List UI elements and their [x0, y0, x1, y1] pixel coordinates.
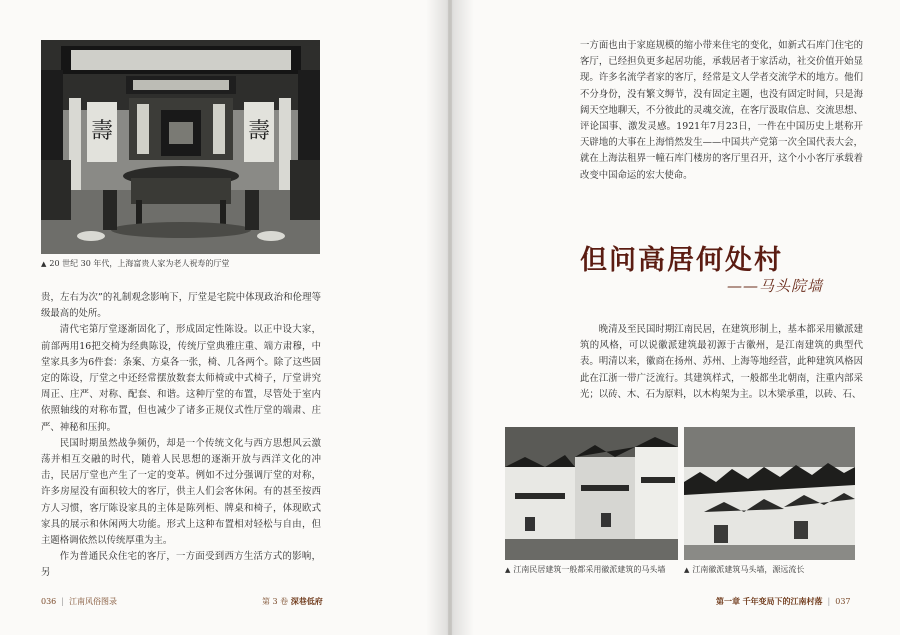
right-section-paragraph: 晚清及至民国时期江南民居，在建筑形制上，基本都采用徽派建筑的风格，可以说徽派建筑最初源于古徽州，是江南建筑的典型代表。明清以来，徽商在扬州、苏州、上海等地经营，此种建筑风格因此在江浙一带广泛流行。其建筑样式，一般都坐北朝南，注重内部采光；以砖、木、石为原料，以木构架为主。以木梁承重，以砖、石、 — [580, 324, 863, 400]
left-paragraph: 贵，左右为次”的礼制观念影响下，厅堂是宅院中体现政治和伦理等级最高的处所。 — [41, 292, 321, 320]
hall-photo — [41, 40, 320, 254]
svg-text:壽: 壽 — [247, 119, 271, 144]
caption-triangle-icon: ▲ — [505, 566, 511, 574]
right-folio — [716, 596, 851, 607]
caption-triangle-icon: ▲ — [684, 566, 690, 574]
left-paragraph: 民国时期虽然战争频仍，却是一个传统文化与西方思想风云激荡并相互交融的时代，随着人民思想的逐渐开放与西洋文化的冲击，民居厅堂也产生了一定的变革。例如不过分强调厅堂的对称，许多房屋没有面积较大的客厅，供主人们会客休闲。有的甚至按西方人习惯，客厅陈设家具的主体是陈列柜、牌桌和椅子，体现欧式家具的展示和休闲两大功能。形式上这种布置相对轻松与自由，但主题格调依然以传统厚重为主。 — [41, 437, 321, 547]
right-paragraph: 一方面也由于家庭规模的缩小带来住宅的变化，如新式石库门住宅的客厅，已经担负更多起居功能，承载居者于家活动，社交价值开始显现。许多名流学者家的客厅，经常是文人学者交流学术的地方。他们不分身份，没有繁文缛节，没有固定主题，也没有固定时间，只是海阔天空地聊天，不分彼此的灵魂交流，在客厅汲取信息、交流思想、评论国事、激发灵感。1921年7月23日，一件在中国历史上堪称开天辟地的大事在上海悄然发生——中国共产党第一次全国代表大会，就在上海法租界一幢石库门楼房的客厅里召开，这个小小客厅承载着改变中国命运的宏大使命。 — [580, 40, 863, 181]
left-page-number: 036 — [41, 597, 57, 606]
left-paragraph: 作为普通民众住宅的客厅，一方面受到西方生活方式的影响，另 — [41, 551, 321, 579]
left-body-text — [41, 290, 321, 582]
horsehead-wall-photo-left — [505, 427, 678, 560]
caption-triangle-icon: ▲ — [41, 260, 47, 268]
svg-text:壽: 壽 — [90, 119, 114, 144]
chapter-label: 第一章 — [716, 596, 740, 606]
folio-separator: | — [61, 597, 64, 606]
left-paragraph: 清代宅第厅堂逐渐固化了，形成固定性陈设。以正中设大家，前部两用16把交椅为经典陈设，传统厅堂典雅庄重、端方肃穆，中堂家具多为6件套：条案、方桌各一张，椅、几各两个。除了这些固定的陈设，厅堂之中还经常摆放数套太师椅或中式椅子，厅堂讲究周正、庄严、对称、配套、和谐。这种厅堂的布置，尽管处于室内依照轴线的对称布置，但也减少了诸多正规仪式性厅堂的端肃、庄严、神秘和压抑。 — [41, 324, 321, 433]
left-folio — [41, 596, 117, 607]
folio-separator: | — [827, 597, 831, 606]
left-folio-volume — [262, 596, 323, 607]
hall-photo-image — [41, 40, 320, 254]
horsehead-wall-photo-right — [684, 427, 855, 560]
left-page — [0, 0, 448, 635]
right-page-number: 037 — [835, 597, 851, 606]
horsehead-caption-right-text: 江南徽派建筑马头墙，源远流长 — [692, 565, 805, 574]
horsehead-wall-image-right — [684, 427, 855, 560]
book-title: 江南风俗图录 — [68, 597, 117, 606]
volume-title: 深巷低府 — [290, 596, 323, 606]
horsehead-caption-left — [505, 564, 665, 576]
horsehead-caption-left-text: 江南民居建筑一般都采用徽派建筑的马头墙 — [513, 565, 666, 574]
volume-label: 第 3 卷 — [262, 597, 289, 606]
right-top-text — [580, 38, 863, 184]
horsehead-caption-right — [684, 564, 804, 576]
hall-photo-caption-text: 20 世纪 30 年代，上海富贵人家为老人祝寿的厅堂 — [49, 259, 230, 268]
horsehead-wall-image-left — [505, 427, 678, 560]
hall-photo-caption — [41, 258, 229, 270]
chapter-title: 千年变局下的江南村落 — [742, 596, 823, 606]
section-subtitle: ——马头院墙 — [727, 277, 824, 295]
right-section-text — [580, 322, 863, 403]
section-title: 但问高居何处村 — [580, 245, 783, 276]
right-page — [452, 0, 900, 635]
